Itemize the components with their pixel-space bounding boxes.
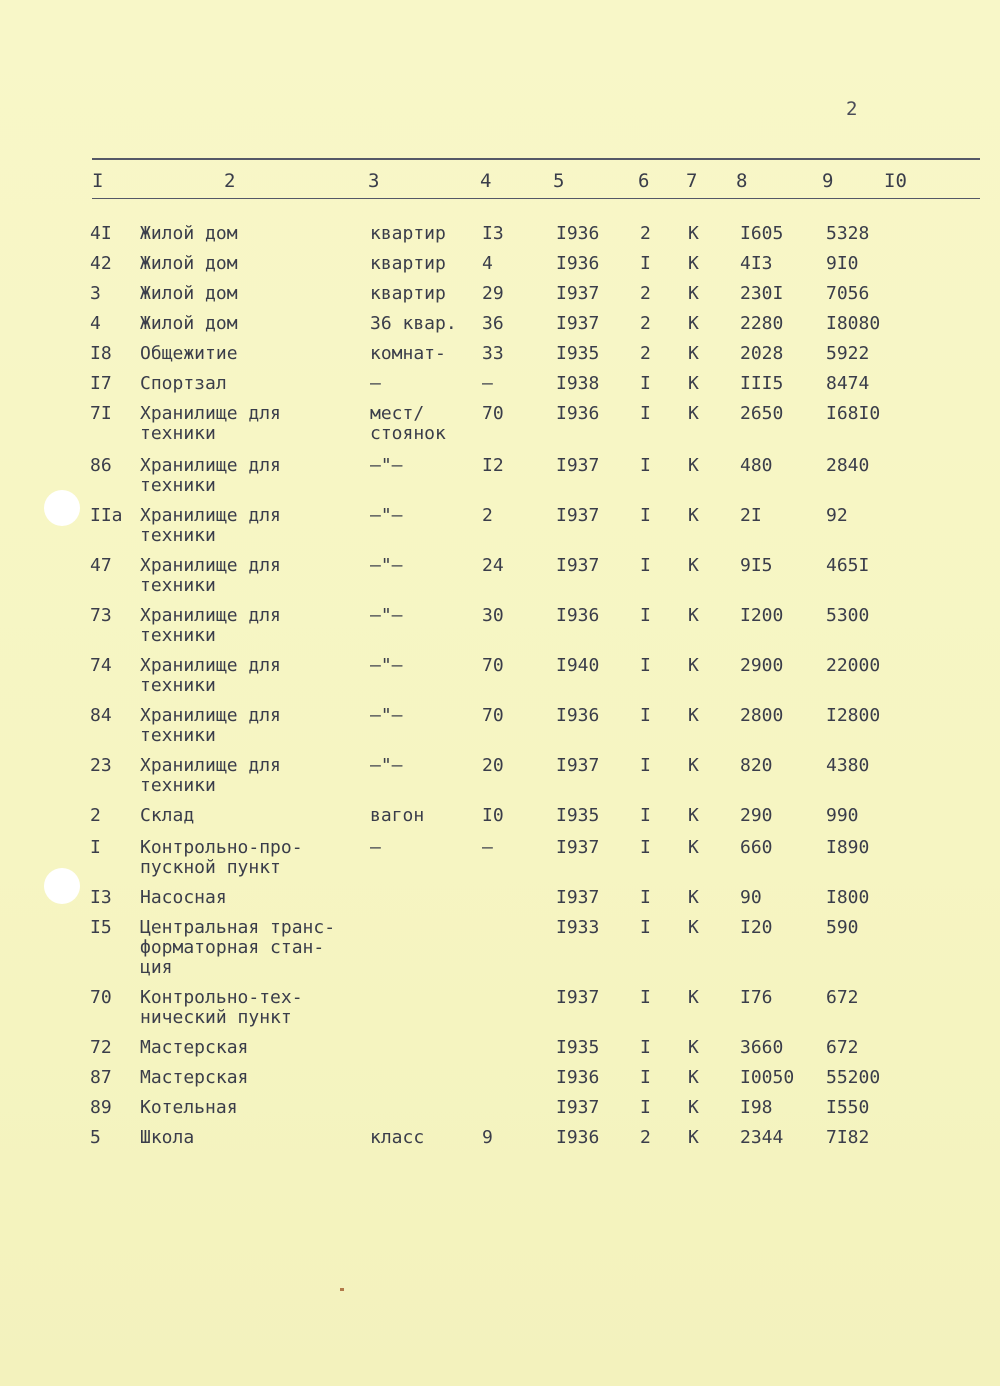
cell-year-built: I937 (556, 283, 600, 304)
cell-floors: I (640, 705, 651, 726)
cell-object-name: Мастерская (140, 1037, 249, 1058)
cell-row-number: 70 (90, 987, 112, 1008)
cell-area: I20 (740, 917, 773, 938)
cell-floors: I (640, 805, 651, 826)
cell-year-built: I936 (556, 223, 600, 244)
cell-material: К (688, 283, 699, 304)
cell-unit: мест/ стоянок (370, 403, 446, 444)
cell-object-name: Жилой дом (140, 313, 238, 334)
cell-unit: 36 квар. (370, 313, 457, 334)
cell-material: К (688, 253, 699, 274)
cell-year-built: I936 (556, 253, 600, 274)
cell-floors: I (640, 605, 651, 626)
header-col-1: I (92, 170, 104, 192)
cell-row-number: 74 (90, 655, 112, 676)
cell-material: К (688, 1067, 699, 1088)
cell-capacity: 33 (482, 343, 504, 364)
cell-unit: – (370, 837, 381, 858)
cell-year-built: I936 (556, 403, 600, 424)
cell-row-number: 4 (90, 313, 101, 334)
cell-area: 2280 (740, 313, 784, 334)
cell-material: К (688, 805, 699, 826)
cell-row-number: I7 (90, 373, 112, 394)
cell-volume: 5300 (826, 605, 870, 626)
cell-material: К (688, 373, 699, 394)
cell-capacity: – (482, 373, 493, 394)
cell-year-built: I937 (556, 1097, 600, 1118)
cell-year-built: I935 (556, 1037, 600, 1058)
cell-area: I98 (740, 1097, 773, 1118)
cell-area: 2900 (740, 655, 784, 676)
cell-floors: I (640, 1037, 651, 1058)
cell-unit: –"– (370, 705, 403, 726)
cell-area: 2344 (740, 1127, 784, 1148)
cell-capacity: – (482, 837, 493, 858)
cell-row-number: 89 (90, 1097, 112, 1118)
cell-object-name: Контрольно-про- пускной пункт (140, 837, 303, 878)
cell-area: I76 (740, 987, 773, 1008)
cell-floors: I (640, 917, 651, 938)
cell-volume: 22000 (826, 655, 881, 676)
cell-year-built: I937 (556, 313, 600, 334)
cell-year-built: I937 (556, 837, 600, 858)
cell-row-number: 87 (90, 1067, 112, 1088)
cell-area: 480 (740, 455, 773, 476)
cell-unit: квартир (370, 223, 446, 244)
cell-floors: I (640, 837, 651, 858)
cell-unit: квартир (370, 253, 446, 274)
cell-year-built: I936 (556, 1067, 600, 1088)
cell-material: К (688, 987, 699, 1008)
cell-material: К (688, 343, 699, 364)
cell-year-built: I936 (556, 705, 600, 726)
cell-floors: 2 (640, 223, 651, 244)
header-col-2: 2 (224, 170, 236, 192)
cell-object-name: Хранилище для техники (140, 455, 281, 496)
cell-material: К (688, 1037, 699, 1058)
cell-volume: I8080 (826, 313, 881, 334)
cell-unit: –"– (370, 605, 403, 626)
cell-volume: 465I (826, 555, 870, 576)
cell-capacity: 20 (482, 755, 504, 776)
cell-volume: 55200 (826, 1067, 881, 1088)
cell-floors: 2 (640, 1127, 651, 1148)
cell-capacity: 4 (482, 253, 493, 274)
header-col-7: 7 (686, 170, 698, 192)
cell-capacity: I2 (482, 455, 504, 476)
cell-capacity: 24 (482, 555, 504, 576)
cell-material: К (688, 755, 699, 776)
cell-volume: 672 (826, 1037, 859, 1058)
cell-capacity: 29 (482, 283, 504, 304)
cell-material: К (688, 505, 699, 526)
cell-volume: 7I82 (826, 1127, 870, 1148)
cell-year-built: I933 (556, 917, 600, 938)
cell-row-number: I (90, 837, 101, 858)
cell-material: К (688, 1127, 699, 1148)
cell-object-name: Хранилище для техники (140, 403, 281, 444)
cell-volume: I68I0 (826, 403, 881, 424)
cell-area: I200 (740, 605, 784, 626)
cell-area: 230I (740, 283, 784, 304)
cell-unit: –"– (370, 755, 403, 776)
cell-row-number: 2 (90, 805, 101, 826)
cell-year-built: I937 (556, 555, 600, 576)
table-top-rule (92, 158, 980, 160)
cell-unit: комнат- (370, 343, 446, 364)
header-col-5: 5 (553, 170, 565, 192)
cell-area: 2I (740, 505, 762, 526)
cell-unit: квартир (370, 283, 446, 304)
cell-volume: 5328 (826, 223, 870, 244)
cell-floors: I (640, 887, 651, 908)
cell-object-name: Хранилище для техники (140, 605, 281, 646)
cell-row-number: IIа (90, 505, 123, 526)
cell-volume: 4380 (826, 755, 870, 776)
cell-object-name: Центральная транс- форматорная стан- ция (140, 917, 336, 978)
cell-year-built: I936 (556, 1127, 600, 1148)
table-header-rule (92, 198, 980, 199)
cell-material: К (688, 403, 699, 424)
cell-object-name: Общежитие (140, 343, 238, 364)
cell-capacity: 30 (482, 605, 504, 626)
cell-area: I605 (740, 223, 784, 244)
cell-object-name: Жилой дом (140, 253, 238, 274)
cell-row-number: I3 (90, 887, 112, 908)
cell-capacity: 2 (482, 505, 493, 526)
cell-material: К (688, 837, 699, 858)
cell-object-name: Спортзал (140, 373, 227, 394)
cell-row-number: 73 (90, 605, 112, 626)
cell-object-name: Насосная (140, 887, 227, 908)
cell-capacity: 70 (482, 403, 504, 424)
cell-object-name: Жилой дом (140, 283, 238, 304)
cell-floors: I (640, 655, 651, 676)
cell-material: К (688, 887, 699, 908)
cell-material: К (688, 455, 699, 476)
cell-row-number: 4I (90, 223, 112, 244)
cell-volume: 672 (826, 987, 859, 1008)
cell-row-number: 3 (90, 283, 101, 304)
cell-capacity: 9 (482, 1127, 493, 1148)
cell-volume: 5922 (826, 343, 870, 364)
cell-year-built: I937 (556, 987, 600, 1008)
cell-area: 4I3 (740, 253, 773, 274)
cell-floors: 2 (640, 343, 651, 364)
header-col-6: 6 (638, 170, 650, 192)
cell-area: 3660 (740, 1037, 784, 1058)
header-col-8: 8 (736, 170, 748, 192)
cell-row-number: 7I (90, 403, 112, 424)
cell-year-built: I937 (556, 505, 600, 526)
cell-floors: I (640, 373, 651, 394)
ink-speck (340, 1288, 344, 1291)
cell-material: К (688, 223, 699, 244)
cell-year-built: I940 (556, 655, 600, 676)
cell-unit: –"– (370, 655, 403, 676)
cell-material: К (688, 605, 699, 626)
cell-capacity: 36 (482, 313, 504, 334)
punch-hole (44, 490, 80, 526)
cell-material: К (688, 313, 699, 334)
cell-area: 2650 (740, 403, 784, 424)
cell-floors: I (640, 403, 651, 424)
cell-capacity: I3 (482, 223, 504, 244)
header-col-3: 3 (368, 170, 380, 192)
cell-floors: I (640, 1097, 651, 1118)
punch-hole (44, 868, 80, 904)
cell-year-built: I937 (556, 455, 600, 476)
cell-unit: –"– (370, 505, 403, 526)
cell-object-name: Склад (140, 805, 195, 826)
cell-volume: I800 (826, 887, 870, 908)
cell-area: I0050 (740, 1067, 795, 1088)
header-col-10: I0 (884, 170, 907, 192)
cell-floors: I (640, 1067, 651, 1088)
cell-volume: 92 (826, 505, 848, 526)
cell-row-number: 23 (90, 755, 112, 776)
cell-volume: 2840 (826, 455, 870, 476)
cell-capacity: I0 (482, 805, 504, 826)
cell-capacity: 70 (482, 655, 504, 676)
cell-year-built: I938 (556, 373, 600, 394)
cell-material: К (688, 1097, 699, 1118)
cell-object-name: Хранилище для техники (140, 655, 281, 696)
cell-unit: класс (370, 1127, 425, 1148)
cell-row-number: 5 (90, 1127, 101, 1148)
cell-area: 90 (740, 887, 762, 908)
cell-floors: 2 (640, 313, 651, 334)
cell-floors: I (640, 505, 651, 526)
cell-object-name: Хранилище для техники (140, 555, 281, 596)
cell-volume: I890 (826, 837, 870, 858)
cell-object-name: Мастерская (140, 1067, 249, 1088)
cell-area: 2800 (740, 705, 784, 726)
cell-unit: –"– (370, 555, 403, 576)
cell-volume: 8474 (826, 373, 870, 394)
cell-floors: I (640, 253, 651, 274)
cell-object-name: Контрольно-тех- нический пункт (140, 987, 303, 1028)
cell-object-name: Хранилище для техники (140, 505, 281, 546)
cell-row-number: 72 (90, 1037, 112, 1058)
header-col-9: 9 (822, 170, 834, 192)
cell-material: К (688, 705, 699, 726)
cell-object-name: Школа (140, 1127, 195, 1148)
cell-volume: 7056 (826, 283, 870, 304)
cell-material: К (688, 917, 699, 938)
cell-unit: вагон (370, 805, 425, 826)
cell-area: III5 (740, 373, 784, 394)
cell-volume: I2800 (826, 705, 881, 726)
cell-unit: – (370, 373, 381, 394)
cell-row-number: I8 (90, 343, 112, 364)
cell-area: 660 (740, 837, 773, 858)
cell-area: 9I5 (740, 555, 773, 576)
cell-volume: 9I0 (826, 253, 859, 274)
cell-row-number: 42 (90, 253, 112, 274)
cell-row-number: I5 (90, 917, 112, 938)
cell-material: К (688, 655, 699, 676)
cell-year-built: I937 (556, 887, 600, 908)
cell-area: 290 (740, 805, 773, 826)
cell-area: 2028 (740, 343, 784, 364)
cell-area: 820 (740, 755, 773, 776)
page-number: 2 (846, 98, 858, 120)
cell-capacity: 70 (482, 705, 504, 726)
cell-floors: I (640, 555, 651, 576)
cell-unit: –"– (370, 455, 403, 476)
cell-year-built: I936 (556, 605, 600, 626)
cell-object-name: Жилой дом (140, 223, 238, 244)
cell-volume: I550 (826, 1097, 870, 1118)
cell-object-name: Хранилище для техники (140, 755, 281, 796)
cell-year-built: I935 (556, 805, 600, 826)
cell-volume: 990 (826, 805, 859, 826)
cell-row-number: 47 (90, 555, 112, 576)
cell-row-number: 86 (90, 455, 112, 476)
cell-object-name: Хранилище для техники (140, 705, 281, 746)
cell-floors: I (640, 755, 651, 776)
cell-year-built: I937 (556, 755, 600, 776)
cell-floors: I (640, 987, 651, 1008)
cell-year-built: I935 (556, 343, 600, 364)
cell-floors: I (640, 455, 651, 476)
cell-object-name: Котельная (140, 1097, 238, 1118)
header-col-4: 4 (480, 170, 492, 192)
cell-material: К (688, 555, 699, 576)
cell-row-number: 84 (90, 705, 112, 726)
cell-volume: 590 (826, 917, 859, 938)
cell-floors: 2 (640, 283, 651, 304)
